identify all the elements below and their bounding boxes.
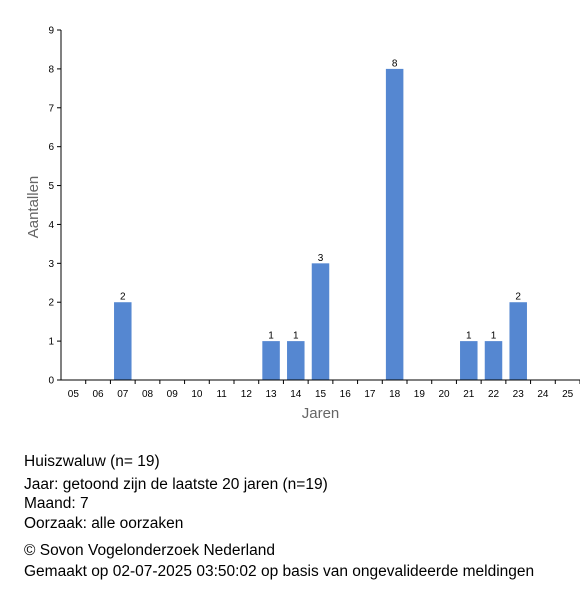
bar-13: [262, 341, 280, 380]
x-tick-label: 19: [413, 389, 425, 400]
x-axis-title: Jaren: [301, 405, 340, 422]
bar-value-label-22: 1: [490, 330, 497, 342]
bar-15: [312, 263, 330, 380]
bar-14: [287, 341, 305, 380]
bar-18: [386, 69, 404, 380]
bar-value-label-07: 2: [120, 291, 126, 303]
bar-07: [114, 302, 131, 380]
x-tick-label: 23: [512, 389, 524, 400]
x-tick-label: 22: [487, 389, 500, 400]
bar-22: [485, 341, 503, 380]
x-tick-label: 20: [438, 389, 450, 400]
cause-line: Oorzaak: alle oorzaken: [24, 515, 184, 532]
bar-value-label-14: 1: [293, 330, 299, 342]
bar-value-label-18: 8: [391, 58, 398, 70]
copyright-line: © Sovon Vogelonderzoek Nederland: [24, 542, 275, 559]
y-tick-label: 6: [48, 142, 54, 154]
x-tick-label: 09: [166, 389, 178, 400]
x-tick-label: 08: [141, 389, 154, 400]
bar-value-label-23: 2: [515, 291, 521, 303]
bar-value-label-15: 3: [317, 252, 324, 264]
x-tick-label: 17: [364, 389, 376, 400]
x-tick-label: 25: [562, 389, 574, 400]
x-tick-label: 24: [537, 389, 549, 400]
x-tick-label: 15: [314, 389, 327, 400]
y-tick-label: 7: [48, 103, 54, 115]
y-axis-title: Aantallen: [25, 175, 42, 239]
month-line: Maand: 7: [24, 495, 89, 512]
x-tick-label: 06: [92, 389, 104, 400]
y-tick-label: 8: [48, 64, 54, 76]
bar-21: [460, 341, 478, 380]
created-line: Gemaakt op 02-07-2025 03:50:02 op basis van ongevalideerde meldingen: [24, 563, 535, 580]
year-line: Jaar: getoond zijn de laatste 20 jaren (n=19): [24, 476, 328, 493]
x-tick-label: 07: [117, 389, 129, 400]
x-tick-label: 10: [191, 389, 203, 400]
bar-value-label-13: 1: [268, 330, 274, 342]
y-tick-label: 0: [48, 375, 54, 387]
x-tick-label: 05: [67, 389, 79, 400]
y-tick-label: 4: [48, 219, 54, 231]
species-line: Huiszwaluw (n= 19): [24, 453, 160, 470]
y-axis-ticks: [48, 26, 61, 387]
x-tick-label: 13: [265, 389, 277, 400]
y-tick-label: 3: [48, 258, 54, 270]
y-tick-label: 9: [48, 25, 54, 37]
x-tick-label: 21: [463, 389, 475, 400]
x-tick-label: 14: [290, 389, 302, 400]
x-tick-label: 18: [389, 389, 401, 400]
x-tick-label: 11: [216, 389, 227, 400]
y-tick-label: 2: [48, 297, 54, 309]
bar-23: [509, 302, 527, 380]
x-axis-ticks: [68, 380, 580, 400]
y-tick-label: 1: [48, 336, 54, 348]
x-tick-label: 12: [240, 389, 252, 400]
y-tick-label: 5: [48, 181, 54, 193]
bar-value-label-21: 1: [466, 330, 472, 342]
x-tick-label: 16: [339, 389, 351, 400]
